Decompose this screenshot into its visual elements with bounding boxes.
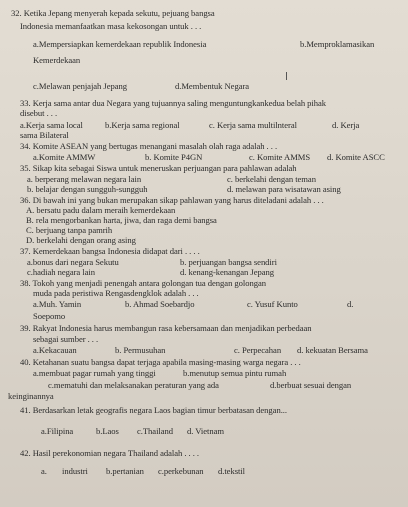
q32-stem-line1: 32. Ketika Jepang menyerah kepada sekutu, pejuang bangsa xyxy=(11,8,215,18)
q35-option-a: a. berperang melawan negara lain xyxy=(27,174,142,184)
q34-option-c: c. Komite AMMS xyxy=(249,152,311,162)
q32-stem-line2: Indonesia memanfaatkan masa kekosongan untuk . . . xyxy=(20,21,202,31)
q33-option-b: b.Kerja sama regional xyxy=(105,120,180,130)
q41-option-c: c.Thailand xyxy=(137,426,174,436)
q34-option-d: d. Komite ASCC xyxy=(327,152,385,162)
q41-stem: 41. Berdasarkan letak geografis negara Laos bagian timur berbatasan dengan... xyxy=(20,405,287,415)
q40-option-d: d.berbuat sesuai dengan xyxy=(270,380,352,390)
q42-stem: 42. Hasil perekonomian negara Thailand adalah . . . . xyxy=(20,448,200,458)
q38-option-d: d. xyxy=(347,299,354,309)
q37-option-a: a.bonus dari negara Sekutu xyxy=(27,257,119,267)
q39-option-d: d. kekuatan Bersama xyxy=(297,345,368,355)
q32-option-b: b.Memproklamasikan xyxy=(300,39,375,49)
pen-mark xyxy=(286,72,287,80)
q32-option-d: d.Membentuk Negara xyxy=(175,81,250,91)
q39-option-b: b. Permusuhan xyxy=(115,345,166,355)
q42-option-c: c.perkebunan xyxy=(158,466,204,476)
q33-option-a: a.Kerja sama local xyxy=(20,120,83,130)
q33-option-c: c. Kerja sama multilnteral xyxy=(209,120,297,130)
q34-stem: 34. Komite ASEAN yang bertugas menangani masalah olah raga adalah . . . xyxy=(20,141,278,151)
q34-option-b: b. Komite P4GN xyxy=(145,152,203,162)
q32-option-c: c.Melawan penjajah Jepang xyxy=(33,81,127,91)
q36-stem: 36. Di bawah ini yang bukan merupakan sikap pahlawan yang harus diteladani adalah . . . xyxy=(20,195,324,205)
q33-option-d: d. Kerja xyxy=(332,120,360,130)
q36-option-c: C. berjuang tanpa pamrih xyxy=(26,225,113,235)
q42-option-a: a. xyxy=(41,466,47,476)
q39-stem-line2: sebagai sumber . . . xyxy=(33,334,99,344)
q37-option-c: c.hadiah negara lain xyxy=(27,267,95,277)
q36-option-b: B. rela mengorbankan harta, jiwa, dan raga demi bangsa xyxy=(26,215,217,225)
q36-option-d: D. berkelahi dengan orang asing xyxy=(26,235,136,245)
q39-stem-line1: 39. Rakyat Indonesia harus membangun rasa kebersamaan dan menjadikan perbedaan xyxy=(20,323,312,333)
q38-option-c: c. Yusuf Kunto xyxy=(247,299,298,309)
q37-option-d: d. kenang-kenangan Jepang xyxy=(180,267,274,277)
q32-option-a: a.Mempersiapkan kemerdekaan republik Indonesia xyxy=(33,39,207,49)
q38-option-b: b. Ahmad Soebardjo xyxy=(125,299,195,309)
q38-stem-line1: 38. Tokoh yang menjadi penengah antara golongan tua dengan golongan xyxy=(20,278,266,288)
q38-option-a: a.Muh. Yamin xyxy=(33,299,82,309)
q42-option-d: d.tekstil xyxy=(218,466,246,476)
q40-option-c: c.mematuhi dan melaksanakan peraturan yang ada xyxy=(48,380,219,390)
q37-option-b: b. perjuangan bangsa sendiri xyxy=(180,257,277,267)
q35-stem: 35. Sikap kita sebagai Siswa untuk meneruskan perjuangan para pahlawan adalah xyxy=(20,163,297,173)
q39-option-c: c. Perpecahan xyxy=(234,345,282,355)
q40-option-a: a.membuat pagar rumah yang tinggi xyxy=(33,368,156,378)
q37-stem: 37. Kemerdekaan bangsa Indonesia didapat dari . . . . xyxy=(20,246,200,256)
q36-option-a: A. bersatu padu dalam meraih kemerdekaan xyxy=(26,205,176,215)
q38-stem-line2: muda pada peristiwa Rengasdengklok adalah . . . xyxy=(33,288,199,298)
q33-stem-line1: 33. Kerja sama antar dua Negara yang tujuannya saling menguntungkankedua belah pihak xyxy=(20,98,327,108)
worksheet-page: 32. Ketika Jepang menyerah kepada sekutu, pejuang bangsa Indonesia memanfaatkan masa kekosongan untuk . . . a.Mempersiapkan kemerdekaan republik Indonesia b.Memproklamasikan Kemerdekaan c.Melawan penjajah Jepang d.Membentuk Negara 33. Kerja sama antar dua Negara yang tujuannya saling menguntungkankedua belah pihak disebut . . . a.Kerja sama local b.Kerja sama regional c. Kerja sama multilnteral d. Kerja sama Bilateral 34. Komite ASEAN yang bertugas menangani masalah olah raga adalah . . . a.Komite AMMW b. Komite P4GN c. Komite AMMS d. Komite ASCC 35. Sikap kita sebagai Siswa untuk meneruskan perjuangan para pahlawan adalah a. berperang melawan negara lain c. berkelahi dengan teman b. belajar dengan sungguh-sungguh d. melawan para wisatawan asing 36. Di bawah ini yang bukan merupakan sikap pahlawan yang harus diteladani adalah . . . A. bersatu padu dalam meraih kemerdekaan B. rela mengorbankan harta, jiwa, dan raga demi bangsa C. berjuang tanpa pamrih D. berkelahi dengan orang asing 37. Kemerdekaan bangsa Indonesia didapat dari . . . . a.bonus dari negara Sekutu b. perjuangan bangsa sendiri c.hadiah negara lain d. kenang-kenangan Jepang 38. Tokoh yang menjadi penengah antara golongan tua dengan golongan muda pada peristiwa Rengasdengklok adalah . . . a.Muh. Yamin b. Ahmad Soebardjo c. Yusuf Kunto d. Soepomo 39. Rakyat Indonesia harus membangun rasa kebersamaan dan menjadikan perbedaan sebagai sumber . . . a.Kekacauan b. Permusuhan c. Perpecahan d. kekuatan Bersama 40. Ketahanan suatu bangsa dapat terjaga apabila masing-masing warga negara . . . a.membuat pagar rumah yang tinggi b.menutup semua pintu rumah c.mematuhi dan melaksanakan peraturan yang ada d.berbuat sesuai dengan keinginannya 41. Berdasarkan letak geografis negara Laos bagian timur berbatasan dengan... a.Filipina b.Laos c.Thailand d. Vietnam 42. Hasil perekonomian negara Thailand adalah . . . . a. industri b.pertanian c.perkebunan d.tekstil xyxy=(0,0,408,507)
q41-option-a: a.Filipina xyxy=(41,426,74,436)
q39-option-a: a.Kekacauan xyxy=(33,345,77,355)
q41-option-b: b.Laos xyxy=(96,426,119,436)
q35-option-b: b. belajar dengan sungguh-sungguh xyxy=(27,184,148,194)
q34-option-a: a.Komite AMMW xyxy=(33,152,96,162)
q42-option-b: b.pertanian xyxy=(106,466,144,476)
q33-stem-line2: disebut . . . xyxy=(20,108,58,118)
q41-option-d: d. Vietnam xyxy=(187,426,225,436)
q40-option-b: b.menutup semua pintu rumah xyxy=(183,368,287,378)
q35-option-c: c. berkelahi dengan teman xyxy=(227,174,316,184)
q33-option-d-cont: sama Bilateral xyxy=(20,130,69,140)
q35-option-d: d. melawan para wisatawan asing xyxy=(227,184,341,194)
q38-option-d-cont: Soepomo xyxy=(33,311,66,321)
q40-stem: 40. Ketahanan suatu bangsa dapat terjaga apabila masing-masing warga negara . . . xyxy=(20,357,301,367)
q42-option-a-text: industri xyxy=(62,466,88,476)
